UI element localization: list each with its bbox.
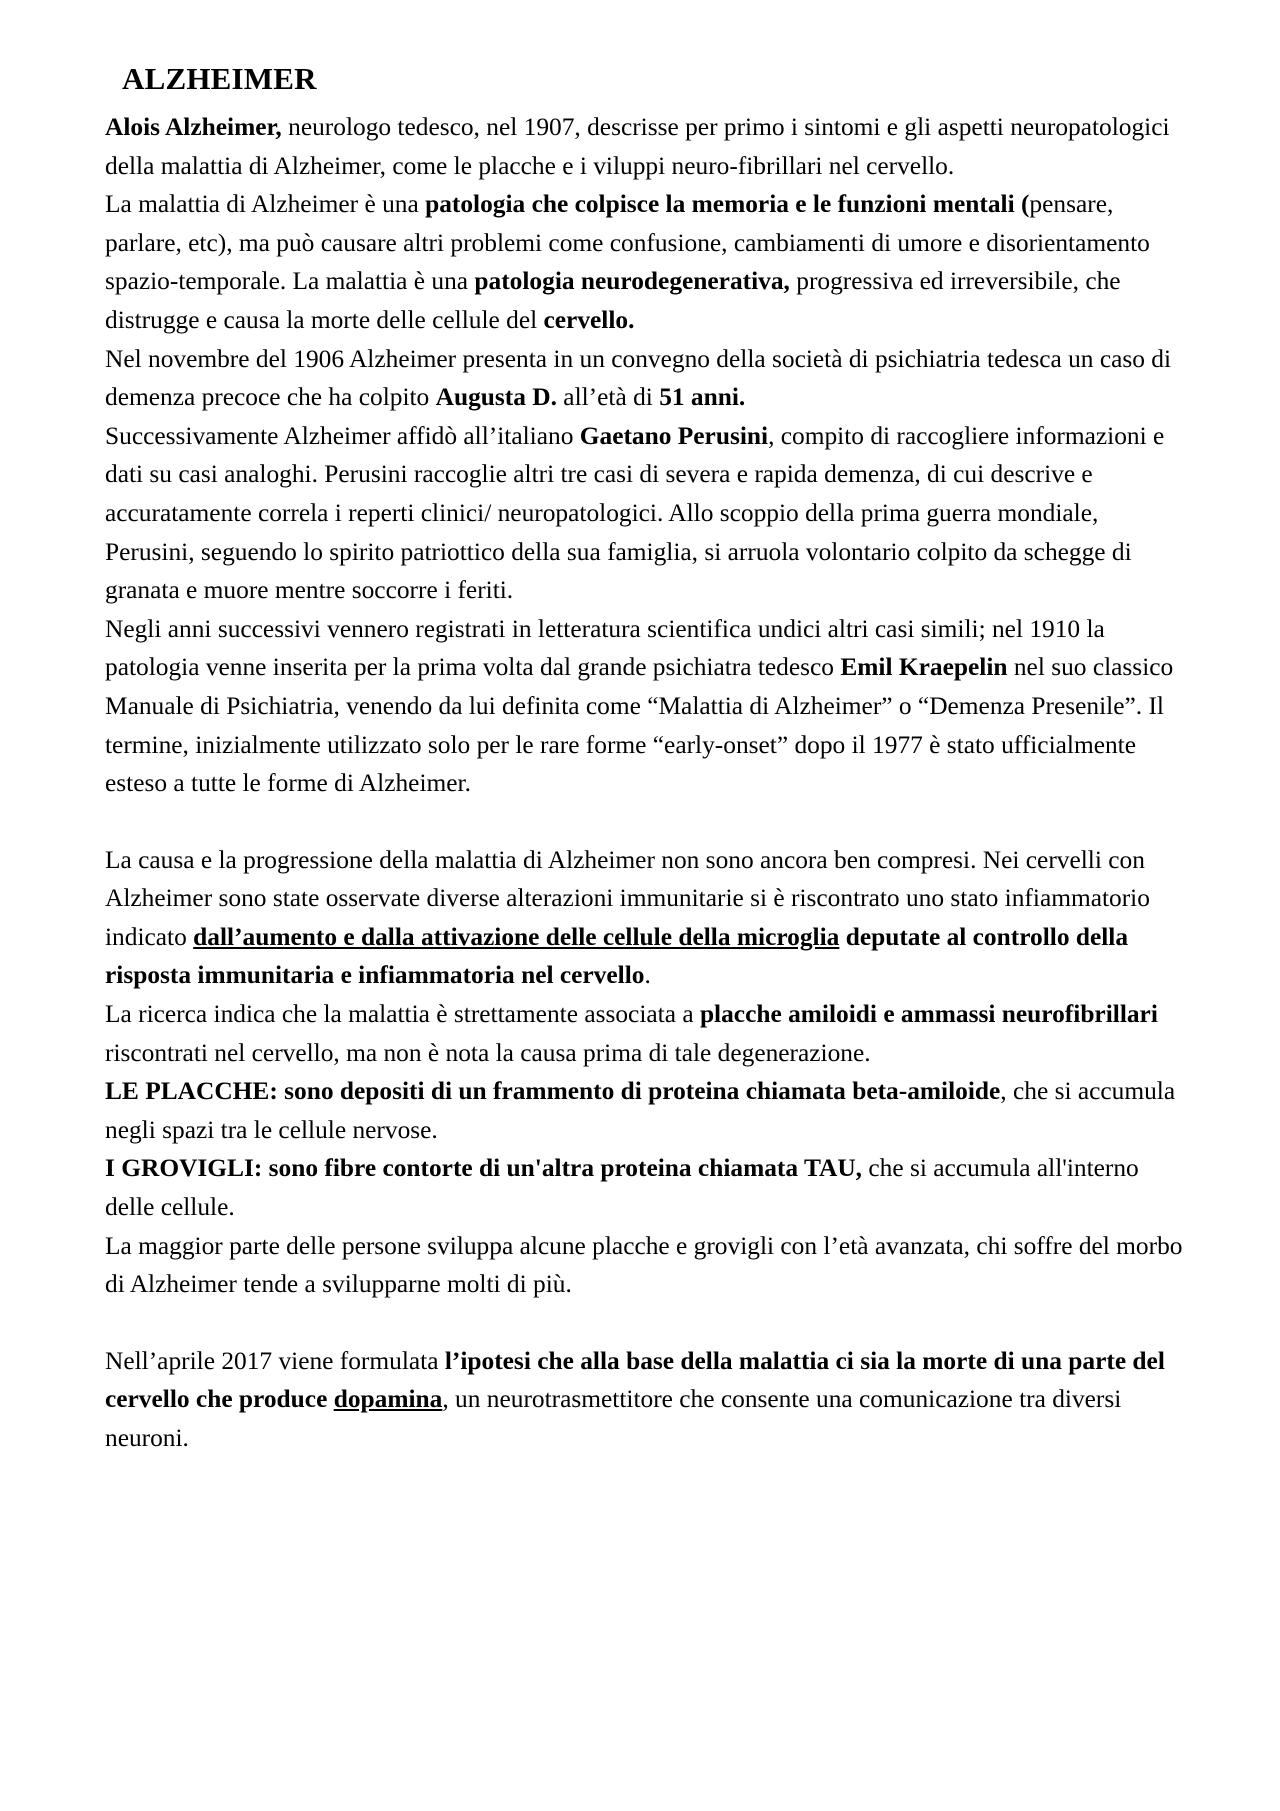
text: , compito di raccogliere informazioni e dati su casi analoghi. Perusini raccoglie altri tre casi di severa e rapida demenza, di cui descrive e accuratamente correla i reperti clinici/ neuropatologici. Allo scoppio della prima guerra mondiale, Perusini, seguendo lo spirito patriottico della sua famiglia, si arruola volontario colpito da schegge di granata e muore mentre soccorre i feriti.: [105, 421, 1165, 605]
text: , un neurotrasmettitore che consente una comunicazione tra diversi neuroni.: [105, 1385, 1122, 1452]
text: nel suo classico Manuale di Psichiatria, venendo da lui definita come “Malattia di Alzheimer” o “Demenza Presenile”. Il termine, inizialmente utilizzato solo per le rare forme “early-onset” dopo il 1977 è stato ufficialmente esteso a tutte le forme di Alzheimer.: [105, 653, 1174, 798]
paragraph-plaques: [105, 1072, 1185, 1149]
bold-text: Gaetano Perusini: [579, 421, 769, 450]
document-title: ALZHEIMER: [122, 61, 317, 96]
bold-text: l’ipotesi che alla base della malattia ci sia la morte di una parte del cervello che produce: [105, 1346, 1165, 1414]
paragraph-age: [105, 1227, 1185, 1304]
bold-text: I GROVIGLI: sono fibre contorte di un'altra proteina chiamata TAU,: [105, 1154, 863, 1183]
text: Successivamente Alzheimer affidò all’italiano: [105, 421, 580, 450]
paragraph-kraepelin: [105, 610, 1185, 803]
underlined-bold-text: dopamina: [333, 1385, 443, 1414]
bold-text: Alois Alzheimer,: [105, 113, 282, 141]
paragraph-research: [105, 995, 1185, 1072]
text: La maggior parte delle persone sviluppa alcune placche e grovigli con l’età avanzata, chi soffre del morbo di Alzheimer tende a svilupparne molti di più.: [105, 1231, 1183, 1299]
text: La malattia di Alzheimer è una: [105, 190, 426, 219]
text: progressiva ed irreversibile, che distrugge e causa la morte delle cellule del: [105, 267, 1121, 334]
document-content: [105, 60, 1185, 1458]
document-body: [105, 108, 1185, 1458]
paragraph-tangles: [105, 1149, 1185, 1226]
text: .: [644, 961, 651, 990]
text: , che si accumula negli spazi tra le cellule nervose.: [105, 1077, 1176, 1144]
bold-text: cervello.: [543, 305, 635, 334]
paragraph-perusini: [105, 417, 1185, 610]
text: riscontrati nel cervello, ma non è nota la causa prima di tale degenerazione.: [105, 1038, 871, 1067]
paragraph-1906-case: [105, 340, 1185, 417]
bold-text: LE PLACCHE: sono depositi di un frammento di proteina chiamata beta-amiloide: [105, 1077, 1001, 1106]
text: Nell’aprile 2017 viene formulata: [105, 1346, 445, 1375]
text: pensare, parlare, etc), ma può causare altri problemi come confusione, cambiamenti di umore e disorientamento spazio-temporale. La malattia è una: [105, 190, 1150, 296]
paragraph-alois-alzheimer: [105, 108, 1185, 185]
text: all’età di: [556, 383, 660, 412]
bold-text: 51 anni.: [659, 383, 746, 412]
text: La ricerca indica che la malattia è strettamente associata a: [105, 1000, 700, 1029]
bold-text: patologia neurodegenerativa,: [474, 267, 790, 296]
paragraph-spacer: [105, 803, 1185, 841]
text: La causa e la progressione della malattia di Alzheimer non sono ancora ben compresi. Nei cervelli con Alzheimer sono state osservate diverse alterazioni immunitarie si è riscontrato uno stato infiammatorio indicato: [105, 845, 1150, 951]
text: Negli anni successivi vennero registrati in letteratura scientifica undici altri casi simili; nel 1910 la patologia venne inserita per la prima volta dal grande psichiatra tedesco: [105, 614, 1105, 682]
text: Nel novembre del 1906 Alzheimer presenta in un convegno della società di psichiatria tedesca un caso di demenza precoce che ha colpito: [105, 344, 1172, 412]
paragraph-dopamine: [105, 1342, 1185, 1458]
paragraph-definition: [105, 185, 1185, 339]
paragraph-spacer: [105, 1304, 1185, 1342]
text: che si accumula all'interno delle cellule.: [105, 1154, 1139, 1222]
text: neurologo tedesco, nel 1907, descrisse per primo i sintomi e gli aspetti neuropatologici della malattia di Alzheimer, come le placche e i viluppi neuro-fibrillari nel cervello.: [105, 113, 1170, 180]
bold-text: Emil Kraepelin: [840, 653, 1008, 682]
bold-text: deputate al controllo della risposta immunitaria e infiammatoria nel cervello: [105, 922, 1129, 990]
underlined-bold-text: dall’aumento e dalla attivazione delle cellule della microglia: [193, 922, 840, 951]
bold-text: Augusta D.: [435, 383, 557, 412]
paragraph-cause: [105, 841, 1185, 995]
bold-text: patologia che colpisce la memoria e le funzioni mentali (: [425, 190, 1030, 219]
bold-text: placche amiloidi e ammassi neurofibrillari: [699, 1000, 1158, 1029]
